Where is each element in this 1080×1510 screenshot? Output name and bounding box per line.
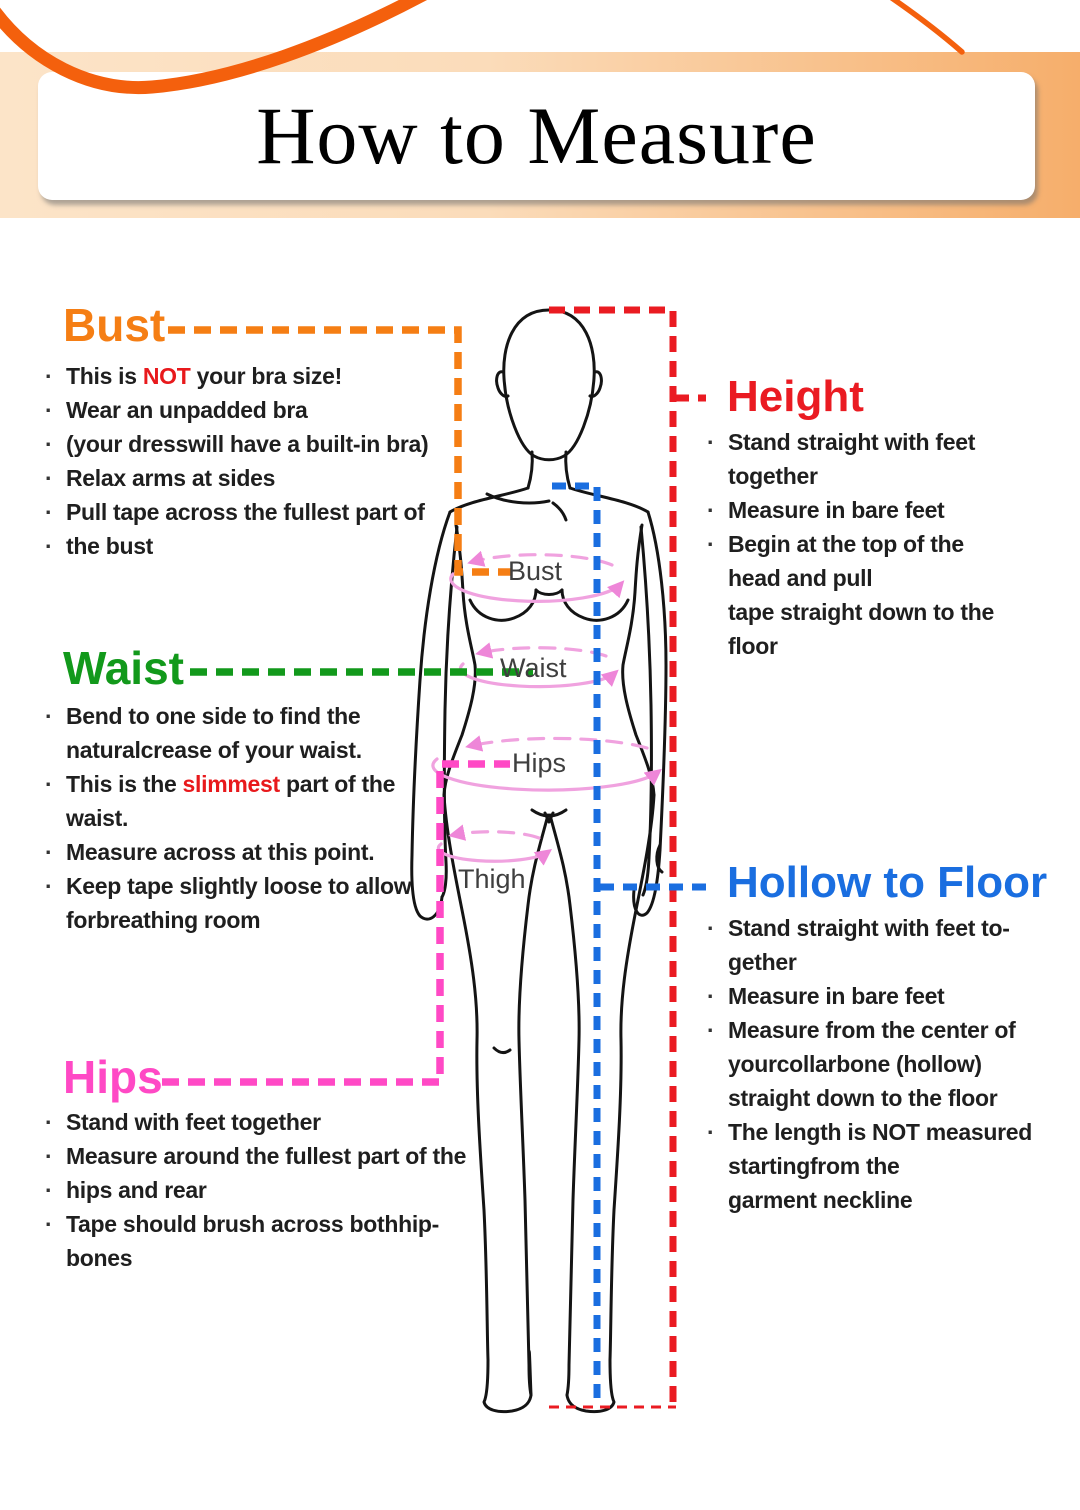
hips-bullet-list [36,1105,556,1275]
figure-label-thigh: Thigh [458,864,526,894]
bullet-line [36,359,536,393]
swoosh-icon [0,0,1080,262]
bullet-line [698,493,1068,527]
bullet-line [36,835,536,869]
bullet-dot: · [45,533,53,559]
bullet-text: Measure in bare feet [728,983,945,1009]
bullet-indent [698,595,728,629]
bullet-dot: · [45,363,53,389]
bullet-indent [698,1149,728,1183]
bullet-line [36,1173,556,1207]
bullet-line [36,427,536,461]
bullet-line [698,561,1068,595]
bullet-indent [698,945,728,979]
bullet-dot: · [707,983,715,1009]
bullet-line [36,869,536,903]
bullet-text: part of the [279,771,396,797]
bullet-text: your bra size! [190,363,342,389]
bullet-line [36,461,536,495]
page-title: How to Measure [256,90,817,181]
bullet-text: Stand straight with feet [728,429,976,455]
bullet-indent [36,801,66,835]
bullet-text: Tape should brush across bothhip- [66,1211,440,1237]
bullet-indent [698,1183,728,1217]
bullet-text: straight down to the floor [728,1085,998,1111]
bullet-dot: · [707,915,715,941]
bullet-dot: · [45,839,53,865]
bullet-line [698,595,1068,629]
bullet-text: Begin at the top of the [728,531,964,557]
bullet-dot: · [45,499,53,525]
bullet-line [36,1241,556,1275]
bullet-dot: · [45,771,53,797]
figure-label-bust: Bust [508,556,563,586]
bullet-line [698,1149,1068,1183]
bullet-text: Measure around the fullest part of the [66,1143,467,1169]
bullet-text: Bend to one side to find the [66,703,361,729]
bullet-text: Wear an unpadded bra [66,397,308,423]
header [0,0,1080,262]
bullet-dot: · [707,1119,715,1145]
bullet-line [698,527,1068,561]
bullet-line [36,1105,556,1139]
height-bullet-list [698,425,1068,663]
bullet-text: forbreathing room [66,907,261,933]
bullet-dot: · [45,873,53,899]
bullet-indent [36,733,66,767]
height-heading: Height [727,372,864,421]
hips-heading: Hips [63,1051,163,1103]
bullet-text: Measure in bare feet [728,497,945,523]
bullet-text: This is [66,363,143,389]
bullet-text: The length is NOT measured [728,1119,1033,1145]
highlighted-text: NOT [142,363,191,389]
bullet-text: Keep tape slightly loose to allow [66,873,412,899]
bullet-indent [36,1241,66,1275]
bullet-line [36,699,536,733]
bullet-text: the bust [66,533,154,559]
bullet-indent [698,459,728,493]
bullet-line [36,495,536,529]
bullet-text: Stand with feet together [66,1109,321,1135]
bullet-text: together [728,463,818,489]
bullet-dot: · [707,1017,715,1043]
bullet-line [36,767,536,801]
bullet-line [36,733,536,767]
bullet-line [698,979,1068,1013]
bust-heading: Bust [63,299,166,351]
bullet-line [698,1115,1068,1149]
bullet-text: startingfrom the [728,1153,900,1179]
bullet-text: Relax arms at sides [66,465,276,491]
bust-bullet-list [36,359,536,563]
bullet-text: garment neckline [728,1187,913,1213]
bullet-dot: · [45,1109,53,1135]
bullet-indent [698,1081,728,1115]
bullet-line [698,911,1068,945]
bullet-text: hips and rear [66,1177,207,1203]
figure-label-hips: Hips [512,748,567,778]
bullet-text: yourcollarbone (hollow) [728,1051,982,1077]
bullet-line [698,1183,1068,1217]
bullet-line [698,1047,1068,1081]
bullet-indent [36,903,66,937]
bullet-dot: · [45,703,53,729]
bullet-text: tape straight down to the [728,599,994,625]
bullet-indent [698,629,728,663]
bullet-text: waist. [66,805,129,831]
bullet-dot: · [45,397,53,423]
bullet-line [36,1207,556,1241]
bullet-dot: · [707,531,715,557]
figure-label-waist: Waist [500,653,567,683]
bullet-text: (your dresswill have a built-in bra) [66,431,429,457]
bullet-line [698,1013,1068,1047]
bullet-text: head and pull [728,565,873,591]
bullet-dot: · [45,1211,53,1237]
bullet-line [698,629,1068,663]
hollow-to-floor-heading: Hollow to Floor [727,858,1048,907]
bullet-line [36,393,536,427]
bullet-indent [698,561,728,595]
bullet-line [36,801,536,835]
bullet-dot: · [45,465,53,491]
bullet-line [698,459,1068,493]
bullet-dot: · [45,1143,53,1169]
waist-heading: Waist [63,642,184,694]
bullet-line [698,1081,1068,1115]
bullet-line [36,1139,556,1173]
bullet-text: Measure across at this point. [66,839,375,865]
bullet-line [36,529,536,563]
bullet-text: naturalcrease of your waist. [66,737,362,763]
bullet-dot: · [707,497,715,523]
highlighted-text: slimmest [182,771,280,797]
bullet-text: Measure from the center of [728,1017,1016,1043]
bullet-text: gether [728,949,797,975]
bullet-dot: · [707,429,715,455]
waist-bullet-list [36,699,536,937]
bullet-indent [698,1047,728,1081]
bullet-line [698,425,1068,459]
bullet-text: floor [728,633,778,659]
bullet-dot: · [45,1177,53,1203]
bullet-text: This is the [66,771,183,797]
bullet-text: Pull tape across the fullest part of [66,499,425,525]
bullet-line [698,945,1068,979]
hollow-to-floor-bullet-list [698,911,1068,1217]
bullet-text: Stand straight with feet to- [728,915,1010,941]
bullet-dot: · [45,431,53,457]
bullet-text: bones [66,1245,133,1271]
bullet-line [36,903,536,937]
